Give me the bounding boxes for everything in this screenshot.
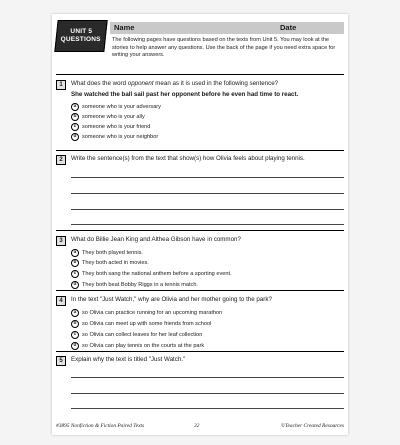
question-text: Explain why the text is titled "Just Watch." [71, 356, 186, 363]
page-number: 32 [194, 423, 200, 429]
choice-b[interactable]: b They both acted in movies. [71, 259, 149, 267]
choice-bubble[interactable]: b [71, 320, 79, 328]
choice-bubble[interactable]: a [71, 309, 79, 317]
question-number: 2 [56, 155, 66, 165]
choice-bubble[interactable]: c [71, 331, 79, 339]
choice-bubble[interactable]: c [71, 270, 79, 278]
choice-d[interactable]: d They both beat Bobby Riggs in a tennis match. [71, 281, 198, 289]
question-divider [56, 230, 344, 231]
choice-d[interactable]: d so Olivia can play tennis on the courts at the park [71, 342, 204, 350]
copyright: ©Teacher Created Resources [280, 423, 344, 429]
choice-c[interactable]: c someone who is your friend [71, 123, 150, 131]
book-title: #3895 Nonfiction & Fiction Paired Texts [56, 423, 145, 429]
choice-d[interactable]: d someone who is your neighbor [71, 133, 158, 141]
choice-a[interactable]: a someone who is your adversary [71, 103, 161, 111]
worksheet-page [52, 14, 348, 435]
question-text: Write the sentence(s) from the text that show(s) how Olivia feels about playing tennis. [71, 155, 305, 162]
question-number: 5 [56, 356, 66, 366]
answer-line[interactable] [71, 377, 344, 378]
questions-label: QUESTIONS [60, 36, 101, 43]
question-number: 3 [56, 236, 66, 246]
question-divider [56, 150, 344, 151]
choice-bubble[interactable]: b [71, 259, 79, 267]
unit-badge [54, 20, 107, 52]
answer-line[interactable] [71, 209, 344, 210]
choice-a[interactable]: a They both played tennis. [71, 249, 143, 257]
instructions: The following pages have questions based on the texts from Unit 5. You may look at the stories to help answer any questions. Use the back of the page if you need extra space for writing your answers. [112, 37, 336, 59]
choice-bubble[interactable]: a [71, 249, 79, 257]
answer-line[interactable] [71, 224, 344, 225]
choice-bubble[interactable]: d [71, 281, 79, 289]
choice-b[interactable]: b someone who is your ally [71, 113, 145, 121]
choice-a[interactable]: a so Olivia can practice running for an upcoming marathon [71, 309, 222, 317]
choice-bubble[interactable]: d [71, 342, 79, 350]
answer-line[interactable] [71, 193, 344, 194]
header-divider [56, 74, 344, 75]
answer-line[interactable] [71, 393, 344, 394]
answer-line[interactable] [71, 408, 344, 409]
question-divider [56, 290, 344, 291]
question-text: In the text "Just Watch," why are Olivia and her mother going to the park? [71, 296, 272, 303]
question-number: 1 [56, 80, 66, 90]
answer-line[interactable] [71, 177, 344, 178]
choice-bubble[interactable]: c [71, 123, 79, 131]
choice-c[interactable]: c so Olivia can collect leaves for her leaf collection [71, 331, 202, 339]
choice-b[interactable]: b so Olivia can meet up with some friends from school [71, 320, 211, 328]
question-number: 4 [56, 296, 66, 306]
date-label: Date [280, 23, 297, 32]
choice-bubble[interactable]: a [71, 103, 79, 111]
question-text: What does the word opponent mean as it is used in the following sentence? [71, 80, 279, 87]
question-divider [56, 351, 344, 352]
choice-bubble[interactable]: b [71, 113, 79, 121]
question-text: What do Billie Jean King and Althea Gibson have in common? [71, 236, 241, 243]
question-sentence: She watched the ball sail past her opponent before he even had time to react. [71, 91, 299, 98]
unit-label: UNIT 5 [70, 28, 93, 35]
choice-bubble[interactable]: d [71, 133, 79, 141]
choice-c[interactable]: c They both sang the national anthem before a sporting event. [71, 270, 232, 278]
name-date-bar [110, 22, 344, 34]
name-label: Name [114, 23, 135, 32]
